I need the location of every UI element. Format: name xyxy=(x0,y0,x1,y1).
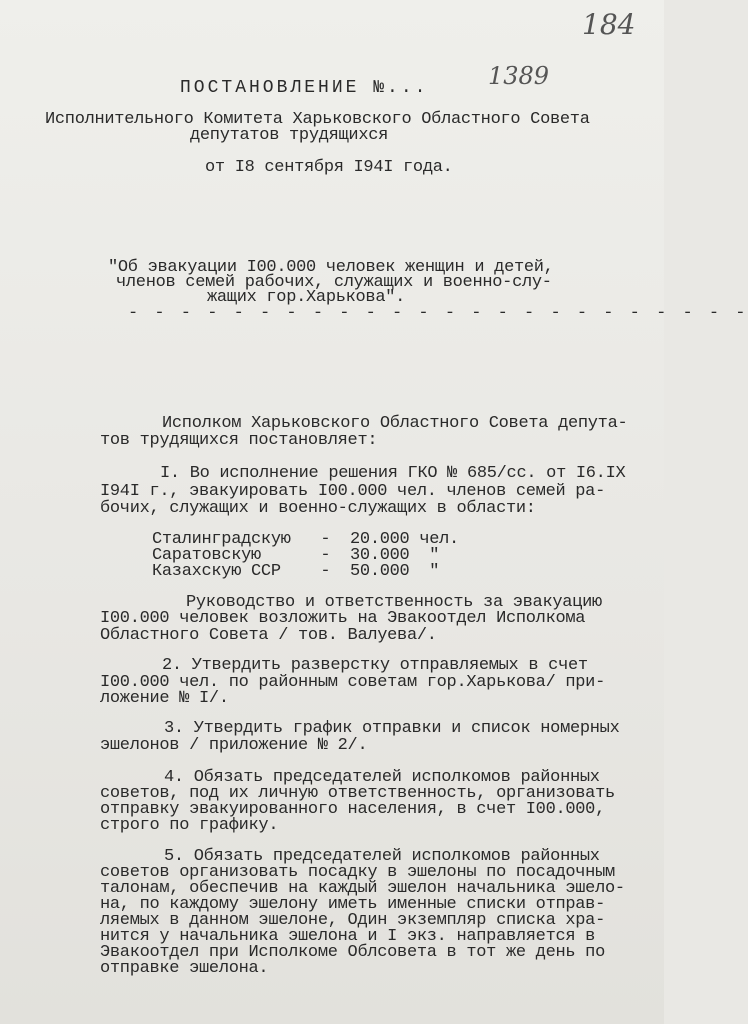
item-2-line-3: ложение № I/. xyxy=(100,689,229,708)
item-1-line-3: бочих, служащих и военно-служащих в области: xyxy=(100,499,536,518)
item-5-line-1: 5. Обязать председателей исполкомов районных xyxy=(164,847,600,866)
archive-sheet-number: 184 xyxy=(582,8,636,41)
allocation-row-saratov: Саратовскую - 30.000 " xyxy=(152,546,440,565)
item-1-line-1: I. Во исполнение решения ГКО № 685/сс. от I6.IX xyxy=(160,464,626,483)
item-2-line-1: 2. Утвердить разверстку отправляемых в счет xyxy=(162,656,588,675)
item-3-line-2: эшелонов / приложение № 2/. xyxy=(100,736,368,755)
item-4-line-2: советов, под их личную ответственность, организовать xyxy=(100,784,615,803)
issuer-line-2: депутатов трудящихся xyxy=(190,126,389,145)
item-5-line-8: отправке эшелона. xyxy=(100,959,269,978)
subject-underline: - - - - - - - - - - - - - - - - - - - - - - - - xyxy=(128,304,748,323)
item-5-line-7: Эвакоотдел при Исполкоме Облсовета в тот же день по xyxy=(100,943,605,962)
item-4-line-1: 4. Обязать председателей исполкомов районных xyxy=(164,768,600,787)
responsibility-line-2: I00.000 человек возложить на Эвакоотдел Исполкома xyxy=(100,609,586,628)
item-4-line-4: строго по графику. xyxy=(100,816,279,835)
item-5-line-4: на, по каждому эшелону иметь именные списки отправ- xyxy=(100,895,605,914)
document-date: от I8 сентября I94I года. xyxy=(205,158,453,177)
subject-line-1: "Об эвакуации I00.000 человек женщин и детей, xyxy=(108,258,554,277)
item-3-line-1: 3. Утвердить график отправки и список номерных xyxy=(164,719,620,738)
item-4-line-3: отправку эвакуированного населения, в счет I00.000, xyxy=(100,800,605,819)
item-5-line-6: нится у начальника эшелона и I экз. направляется в xyxy=(100,927,596,946)
preamble-line-1: Исполком Харьковского Областного Совета депута- xyxy=(162,414,628,433)
document-title: ПОСТАНОВЛЕНИЕ №... xyxy=(180,78,429,98)
responsibility-line-1: Руководство и ответственность за эвакуацию xyxy=(186,593,602,612)
subject-line-2: членов семей рабочих, служащих и военно-слу- xyxy=(116,273,552,292)
preamble-line-2: тов трудящихся постановляет: xyxy=(100,431,378,450)
item-2-line-2: I00.000 чел. по районным советам гор.Харькова/ при- xyxy=(100,673,605,692)
item-5-line-5: ляемых в данном эшелоне, Один экземпляр списка хра- xyxy=(100,911,605,930)
item-5-line-2: советов организовать посадку в эшелоны по посадочным xyxy=(100,863,615,882)
subject-line-3: жащих гор.Харькова". xyxy=(207,288,406,307)
item-5-line-3: талонам, обеспечив на каждый эшелон начальника эшело- xyxy=(100,879,625,898)
allocation-row-kazakh: Казахскую ССР - 50.000 " xyxy=(152,562,440,581)
responsibility-line-3: Областного Совета / тов. Валуева/. xyxy=(100,626,437,645)
decree-number: 1389 xyxy=(488,62,550,90)
allocation-row-stalingrad: Сталинградскую - 20.000 чел. xyxy=(152,530,459,549)
item-1-line-2: I94I г., эвакуировать I00.000 чел. членов семей ра- xyxy=(100,482,605,501)
issuer-line-1: Исполнительного Комитета Харьковского Областного Совета xyxy=(45,110,590,129)
